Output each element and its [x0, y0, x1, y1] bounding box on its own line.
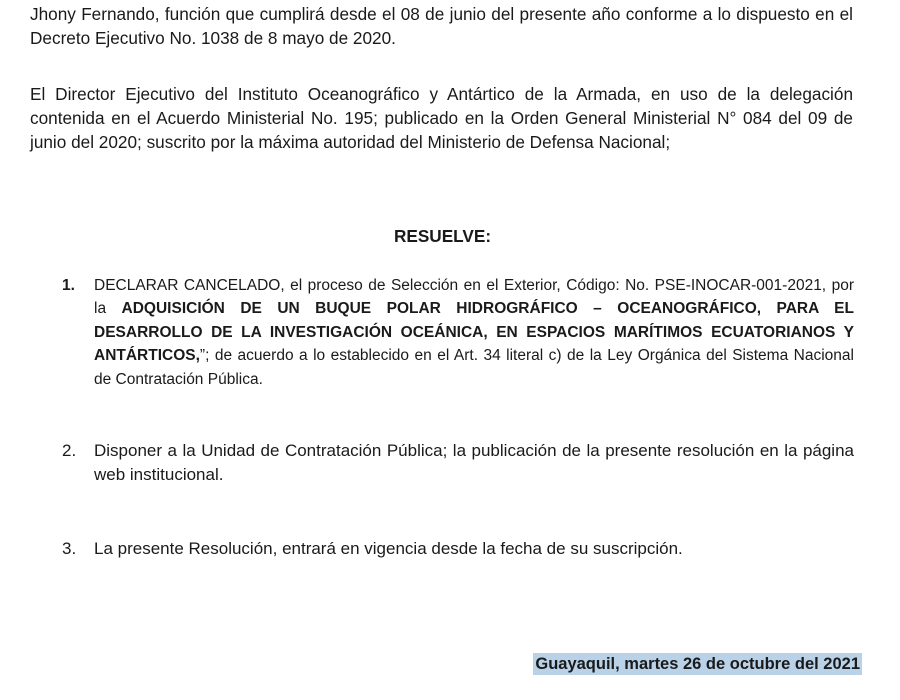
item-text: La presente Resolución, entrará en vigencia desde la fecha de su suscripción. [94, 539, 683, 558]
resolution-item-2 [62, 439, 854, 487]
item-text-end: ”; de acuerdo a lo establecido en el Art. 34 literal c) de la Ley Orgánica del Sistema Nacional de Contratación Pública. [94, 347, 854, 388]
item-number: 3. [62, 539, 77, 558]
item-text-start: DECLARAR CANCELADO, el proceso de Selección en el Exterior, Código: No. PSE-INOCAR-001-2021, por la [94, 277, 854, 318]
item-text: Disponer a la Unidad de Contratación Pública; la publicación de la presente resolución en la página web institucional. [94, 441, 854, 485]
resolution-heading: RESUELVE: [393, 226, 492, 246]
date-line: Guayaquil, martes 26 de octubre del 2021 [535, 655, 860, 673]
paragraph-director: El Director Ejecutivo del Instituto Oceanográfico y Antártico de la Armada, en uso de la delegación contenida en el Acuerdo Ministerial No. 195; publicado en la Orden General Ministerial N° 084 del 09 de junio del 2020; suscrito por la máxima autoridad del Ministerio de Defensa Nacional; [30, 84, 853, 153]
item-number: 1. [62, 277, 75, 294]
paragraph-appointment: Jhony Fernando, función que cumplirá desde el 08 de junio del presente año conforme a lo dispuesto en el Decreto Ejecutivo No. 1038 de 8 mayo de 2020. [30, 4, 853, 49]
resolution-item-1 [62, 274, 854, 391]
item-text [94, 274, 854, 391]
item-text-bold: ADQUISICIÓN DE UN BUQUE POLAR HIDROGRÁFICO – OCEANOGRÁFICO, PARA EL DESARROLLO DE LA INVESTIGACIÓN OCEÁNICA, EN ESPACIOS MARÍTIMOS ECUATORIANOS Y ANTÁRTICOS, [94, 300, 854, 365]
resolution-item-3 [62, 537, 854, 561]
item-number: 2. [62, 441, 77, 460]
